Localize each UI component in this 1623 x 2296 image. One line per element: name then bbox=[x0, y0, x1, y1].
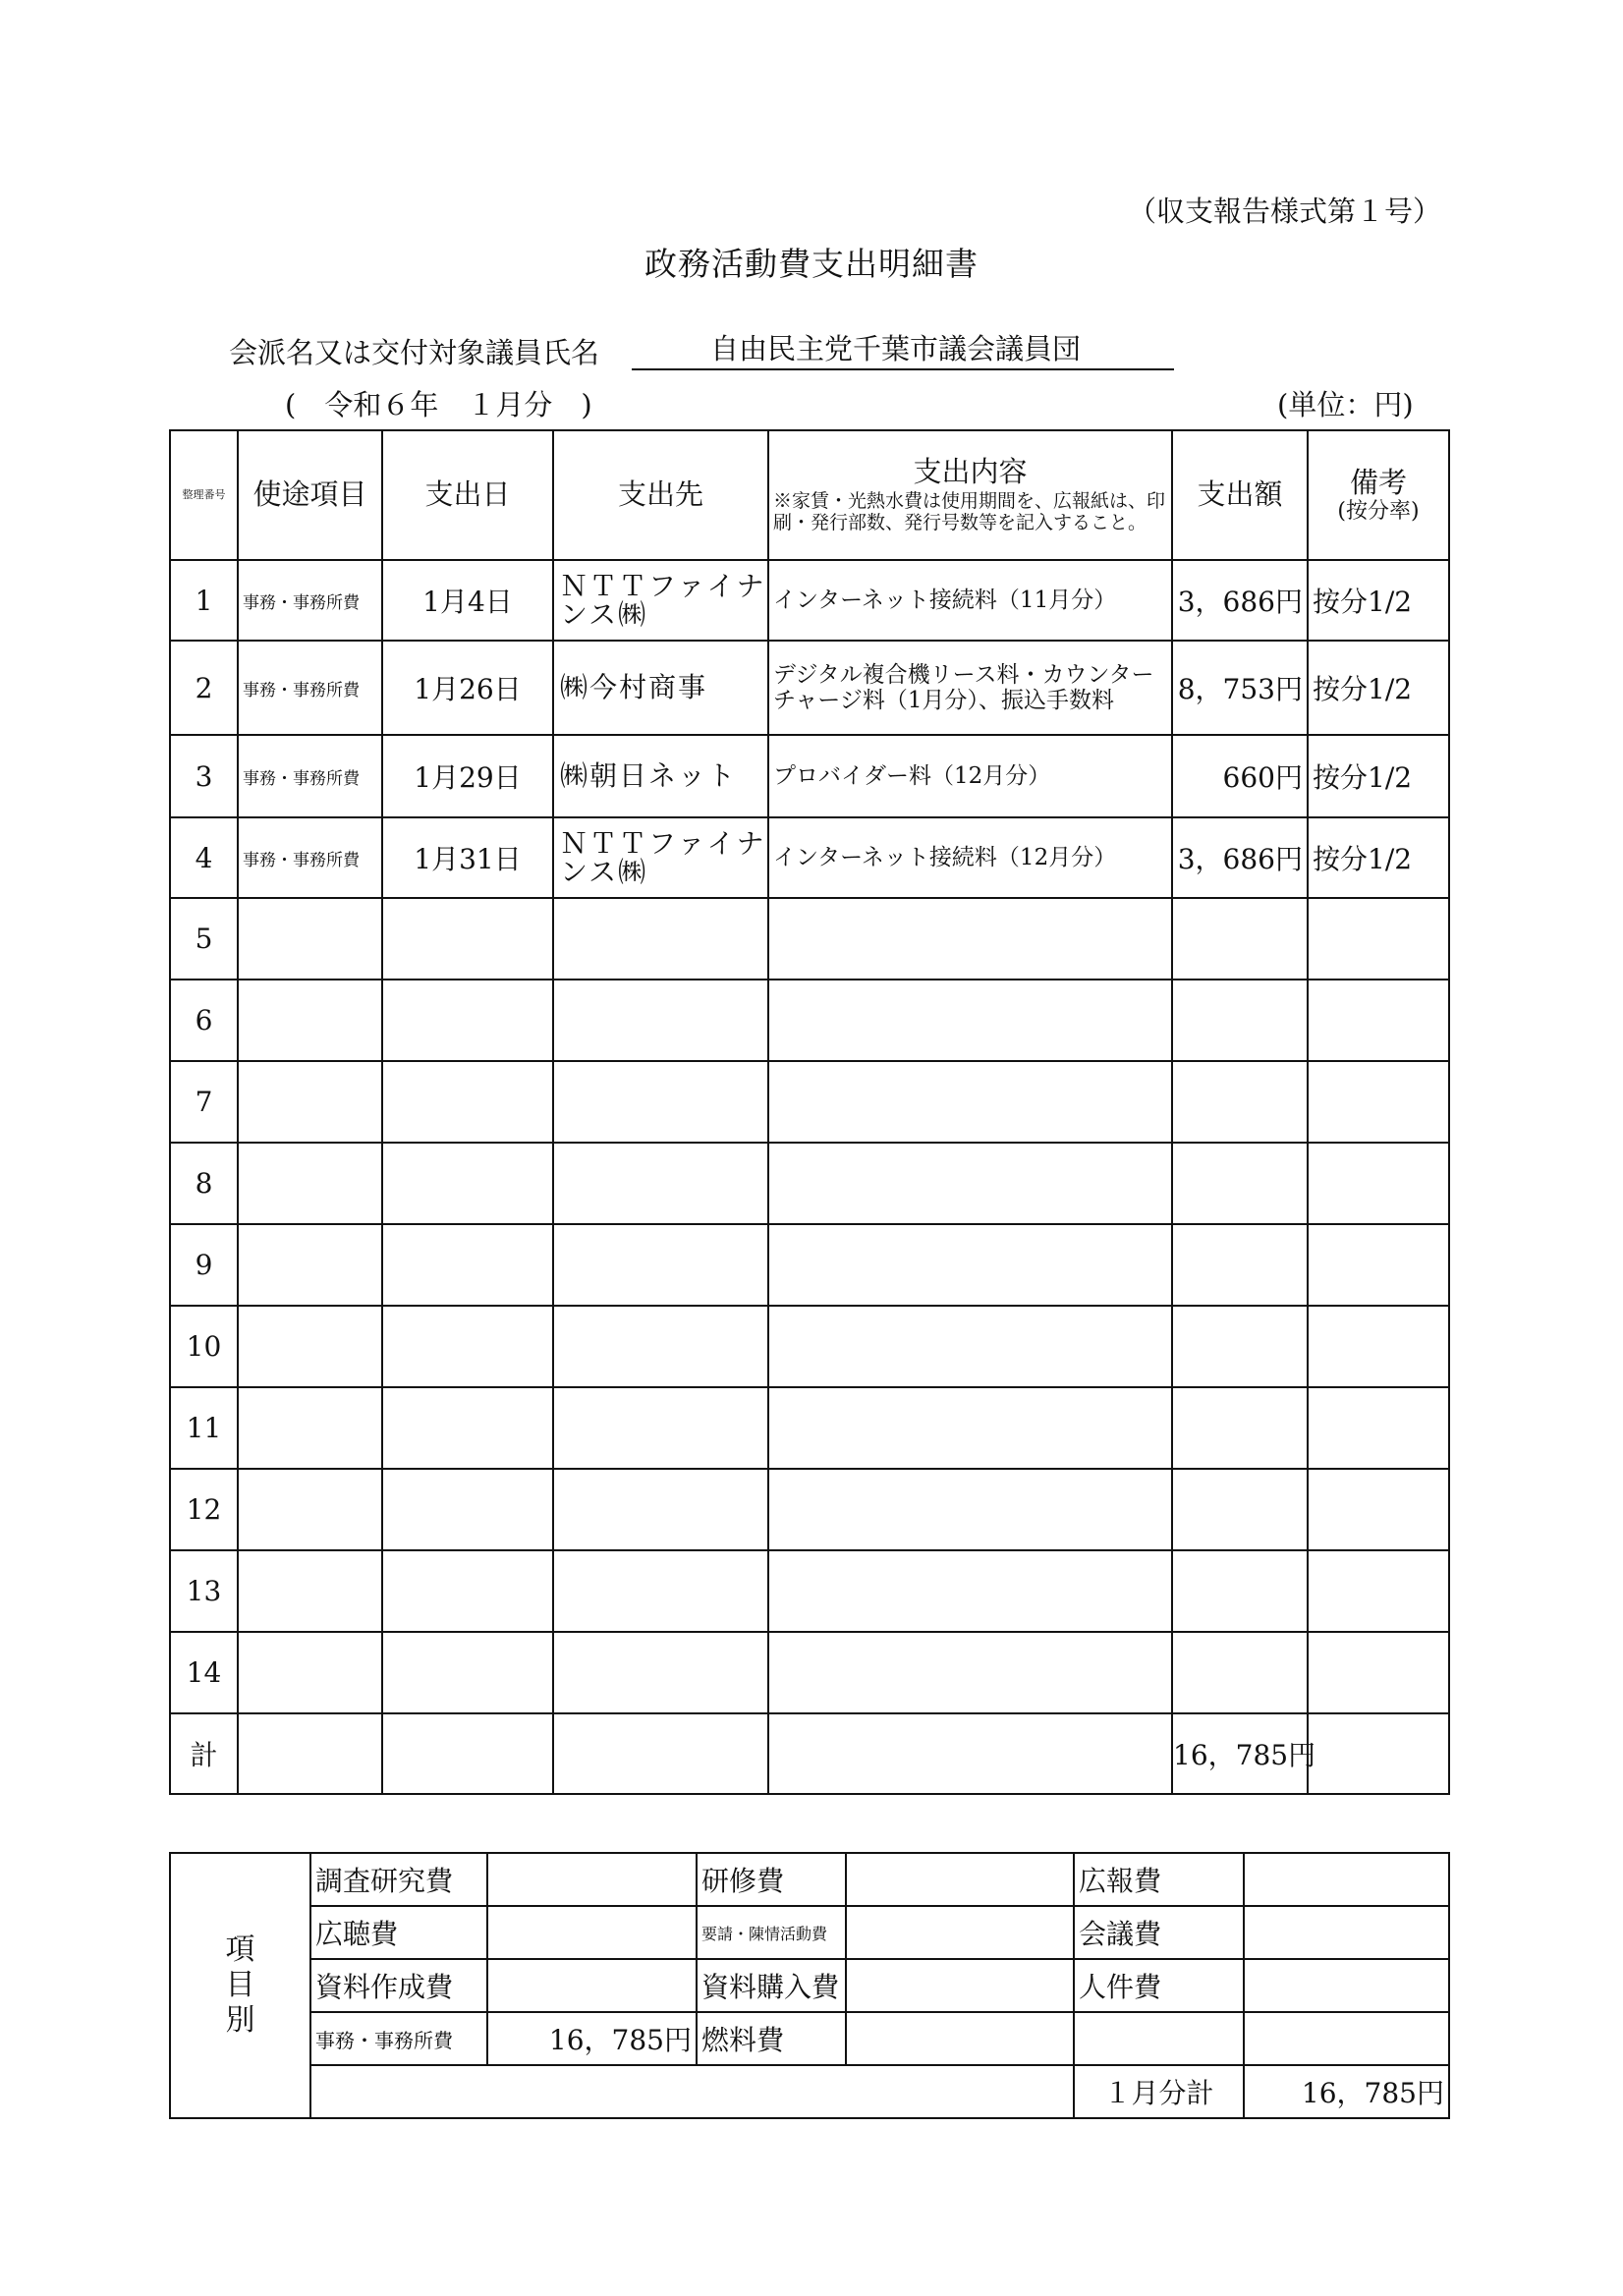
row-remarks: 按分1/2 bbox=[1308, 641, 1449, 735]
table-row bbox=[170, 817, 1449, 898]
table-row bbox=[170, 1550, 1449, 1632]
row-number: 8 bbox=[170, 1143, 238, 1224]
row-remarks bbox=[1308, 1632, 1449, 1713]
row-content bbox=[768, 898, 1172, 980]
row-number: 6 bbox=[170, 980, 238, 1061]
total-row bbox=[170, 1713, 1449, 1794]
unit-label: (単位：円) bbox=[1277, 388, 1414, 421]
row-number: 1 bbox=[170, 560, 238, 641]
summary-row bbox=[170, 2012, 1449, 2065]
row-remarks: 按分1/2 bbox=[1308, 735, 1449, 817]
row-category: 事務・事務所費 bbox=[238, 641, 382, 735]
row-date bbox=[382, 898, 553, 980]
summary-row bbox=[170, 1959, 1449, 2012]
expense-detail-table bbox=[169, 429, 1450, 1795]
row-amount bbox=[1172, 1061, 1308, 1143]
header-remarks-title: 備考 bbox=[1349, 465, 1407, 499]
header-remarks bbox=[1308, 430, 1449, 560]
row-remarks: 按分1/2 bbox=[1308, 560, 1449, 641]
row-date bbox=[382, 1387, 553, 1469]
row-payee bbox=[553, 1224, 768, 1306]
table-row bbox=[170, 898, 1449, 980]
row-payee bbox=[553, 1632, 768, 1713]
petition-label: 要請・陳情活動費 bbox=[697, 1906, 846, 1959]
row-date bbox=[382, 1469, 553, 1550]
summary-side-label bbox=[170, 1853, 310, 2118]
row-payee bbox=[553, 1550, 768, 1632]
row-content bbox=[768, 1306, 1172, 1387]
total-amount: 16，785円 bbox=[1172, 1713, 1308, 1794]
row-content bbox=[768, 1469, 1172, 1550]
table-row bbox=[170, 1143, 1449, 1224]
row-remarks bbox=[1308, 980, 1449, 1061]
table-row bbox=[170, 1387, 1449, 1469]
row-category bbox=[238, 1550, 382, 1632]
fuel-label: 燃料費 bbox=[697, 2012, 846, 2065]
row-content bbox=[768, 1224, 1172, 1306]
header-remarks-sub: (按分率) bbox=[1337, 499, 1420, 525]
row-category: 事務・事務所費 bbox=[238, 560, 382, 641]
row-amount: 8，753円 bbox=[1172, 641, 1308, 735]
row-number: 13 bbox=[170, 1550, 238, 1632]
table-row bbox=[170, 1469, 1449, 1550]
meeting-label: 会議費 bbox=[1074, 1906, 1244, 1959]
office-label: 事務・事務所費 bbox=[310, 2012, 487, 2065]
petition-value bbox=[846, 1906, 1074, 1959]
total-empty-cell bbox=[238, 1713, 382, 1794]
summary-row bbox=[170, 1906, 1449, 1959]
table-header-row bbox=[170, 430, 1449, 560]
pr-value bbox=[1244, 1853, 1449, 1906]
row-remarks bbox=[1308, 1469, 1449, 1550]
row-payee bbox=[553, 1469, 768, 1550]
table-row bbox=[170, 641, 1449, 735]
row-content bbox=[768, 1143, 1172, 1224]
row-payee bbox=[553, 1306, 768, 1387]
materials-purchase-label: 資料購入費 bbox=[697, 1959, 846, 2012]
row-amount bbox=[1172, 1387, 1308, 1469]
table-row bbox=[170, 1306, 1449, 1387]
row-date bbox=[382, 1550, 553, 1632]
materials-creation-label: 資料作成費 bbox=[310, 1959, 487, 2012]
training-label: 研修費 bbox=[697, 1853, 846, 1906]
row-amount: 660円 bbox=[1172, 735, 1308, 817]
row-amount bbox=[1172, 1143, 1308, 1224]
header-payee: 支出先 bbox=[553, 430, 768, 560]
row-category bbox=[238, 1224, 382, 1306]
row-content bbox=[768, 1387, 1172, 1469]
row-date bbox=[382, 1061, 553, 1143]
hearing-value bbox=[487, 1906, 697, 1959]
total-empty-cell bbox=[553, 1713, 768, 1794]
row-date: 1月29日 bbox=[382, 735, 553, 817]
row-category bbox=[238, 1061, 382, 1143]
training-value bbox=[846, 1853, 1074, 1906]
row-category bbox=[238, 980, 382, 1061]
row-amount bbox=[1172, 898, 1308, 980]
table-row bbox=[170, 980, 1449, 1061]
row-number: 12 bbox=[170, 1469, 238, 1550]
row-date: 1月26日 bbox=[382, 641, 553, 735]
row-amount: 3，686円 bbox=[1172, 560, 1308, 641]
header-content-title: 支出内容 bbox=[913, 455, 1028, 489]
table-row bbox=[170, 560, 1449, 641]
row-category bbox=[238, 1306, 382, 1387]
row-content: インターネット接続料（11月分） bbox=[768, 560, 1172, 641]
row-number: 7 bbox=[170, 1061, 238, 1143]
header-category: 使途項目 bbox=[238, 430, 382, 560]
row-payee: ＮＴＴファイナンス㈱ bbox=[553, 560, 768, 641]
row-category bbox=[238, 1469, 382, 1550]
row-remarks bbox=[1308, 1387, 1449, 1469]
row-category bbox=[238, 1632, 382, 1713]
summary-side-text: 項目別 bbox=[225, 1932, 255, 2038]
row-payee bbox=[553, 1061, 768, 1143]
row-remarks bbox=[1308, 1550, 1449, 1632]
row-category bbox=[238, 1387, 382, 1469]
row-remarks bbox=[1308, 1306, 1449, 1387]
row-content: インターネット接続料（12月分） bbox=[768, 817, 1172, 898]
office-value: 16，785円 bbox=[487, 2012, 697, 2065]
header-content-note: ※家賃・光熱水費は使用期間を、広報紙は、印刷・発行部数、発行号数等を記入すること。 bbox=[773, 489, 1166, 533]
row-remarks bbox=[1308, 898, 1449, 980]
research-label: 調査研究費 bbox=[310, 1853, 487, 1906]
summary-row bbox=[170, 1853, 1449, 1906]
summary-empty-cell bbox=[310, 2065, 1074, 2118]
row-category bbox=[238, 898, 382, 980]
fuel-value bbox=[846, 2012, 1074, 2065]
row-number: 4 bbox=[170, 817, 238, 898]
row-category: 事務・事務所費 bbox=[238, 735, 382, 817]
row-number: 10 bbox=[170, 1306, 238, 1387]
total-label: 計 bbox=[170, 1713, 238, 1794]
row-number: 2 bbox=[170, 641, 238, 735]
row-content: プロバイダー料（12月分） bbox=[768, 735, 1172, 817]
row-content bbox=[768, 1632, 1172, 1713]
row-content bbox=[768, 980, 1172, 1061]
materials-creation-value bbox=[487, 1959, 697, 2012]
summary-total-row bbox=[170, 2065, 1449, 2118]
hearing-label: 広聴費 bbox=[310, 1906, 487, 1959]
row-date: 1月31日 bbox=[382, 817, 553, 898]
row-number: 9 bbox=[170, 1224, 238, 1306]
table-row bbox=[170, 1224, 1449, 1306]
row-payee bbox=[553, 1387, 768, 1469]
row-payee bbox=[553, 1143, 768, 1224]
row-date bbox=[382, 1143, 553, 1224]
row-payee bbox=[553, 898, 768, 980]
summary-empty-cell bbox=[1244, 2012, 1449, 2065]
personnel-label: 人件費 bbox=[1074, 1959, 1244, 2012]
row-date bbox=[382, 1632, 553, 1713]
row-remarks bbox=[1308, 1224, 1449, 1306]
summary-empty-cell bbox=[1074, 2012, 1244, 2065]
document-title: 政務活動費支出明細書 bbox=[644, 245, 979, 283]
row-amount bbox=[1172, 1224, 1308, 1306]
total-empty-cell bbox=[382, 1713, 553, 1794]
header-no: 整理番号 bbox=[170, 430, 238, 560]
monthly-total-label: １月分計 bbox=[1074, 2065, 1244, 2118]
row-date: 1月4日 bbox=[382, 560, 553, 641]
row-number: 5 bbox=[170, 898, 238, 980]
row-payee bbox=[553, 980, 768, 1061]
row-amount bbox=[1172, 980, 1308, 1061]
row-number: 11 bbox=[170, 1387, 238, 1469]
row-date bbox=[382, 980, 553, 1061]
row-remarks bbox=[1308, 1061, 1449, 1143]
table-row bbox=[170, 1632, 1449, 1713]
pr-label: 広報費 bbox=[1074, 1853, 1244, 1906]
row-payee: ㈱朝日ネット bbox=[553, 735, 768, 817]
row-date bbox=[382, 1306, 553, 1387]
total-empty-cell bbox=[1308, 1713, 1449, 1794]
personnel-value bbox=[1244, 1959, 1449, 2012]
research-value bbox=[487, 1853, 697, 1906]
row-amount bbox=[1172, 1550, 1308, 1632]
row-date bbox=[382, 1224, 553, 1306]
table-row bbox=[170, 1061, 1449, 1143]
row-category: 事務・事務所費 bbox=[238, 817, 382, 898]
row-remarks bbox=[1308, 1143, 1449, 1224]
header-date: 支出日 bbox=[382, 430, 553, 560]
row-content bbox=[768, 1061, 1172, 1143]
category-summary-table bbox=[169, 1852, 1450, 2119]
total-empty-cell bbox=[768, 1713, 1172, 1794]
period: ( 令和６年 １月分 ) bbox=[285, 388, 592, 421]
header-amount: 支出額 bbox=[1172, 430, 1308, 560]
name-label: 会派名又は交付対象議員氏名 bbox=[229, 336, 600, 369]
materials-purchase-value bbox=[846, 1959, 1074, 2012]
name-value: 自由民主党千葉市議会議員団 bbox=[632, 331, 1174, 370]
row-remarks: 按分1/2 bbox=[1308, 817, 1449, 898]
row-amount bbox=[1172, 1469, 1308, 1550]
row-number: 14 bbox=[170, 1632, 238, 1713]
row-content bbox=[768, 1550, 1172, 1632]
row-number: 3 bbox=[170, 735, 238, 817]
row-category bbox=[238, 1143, 382, 1224]
row-amount bbox=[1172, 1632, 1308, 1713]
row-amount: 3，686円 bbox=[1172, 817, 1308, 898]
table-row bbox=[170, 735, 1449, 817]
monthly-total-value: 16，785円 bbox=[1244, 2065, 1449, 2118]
row-payee: ＮＴＴファイナンス㈱ bbox=[553, 817, 768, 898]
meeting-value bbox=[1244, 1906, 1449, 1959]
row-content: デジタル複合機リース料・カウンターチャージ料（1月分）、振込手数料 bbox=[768, 641, 1172, 735]
form-number: （収支報告様式第１号） bbox=[1128, 195, 1442, 228]
row-amount bbox=[1172, 1306, 1308, 1387]
row-payee: ㈱今村商事 bbox=[553, 641, 768, 735]
header-content bbox=[768, 430, 1172, 560]
